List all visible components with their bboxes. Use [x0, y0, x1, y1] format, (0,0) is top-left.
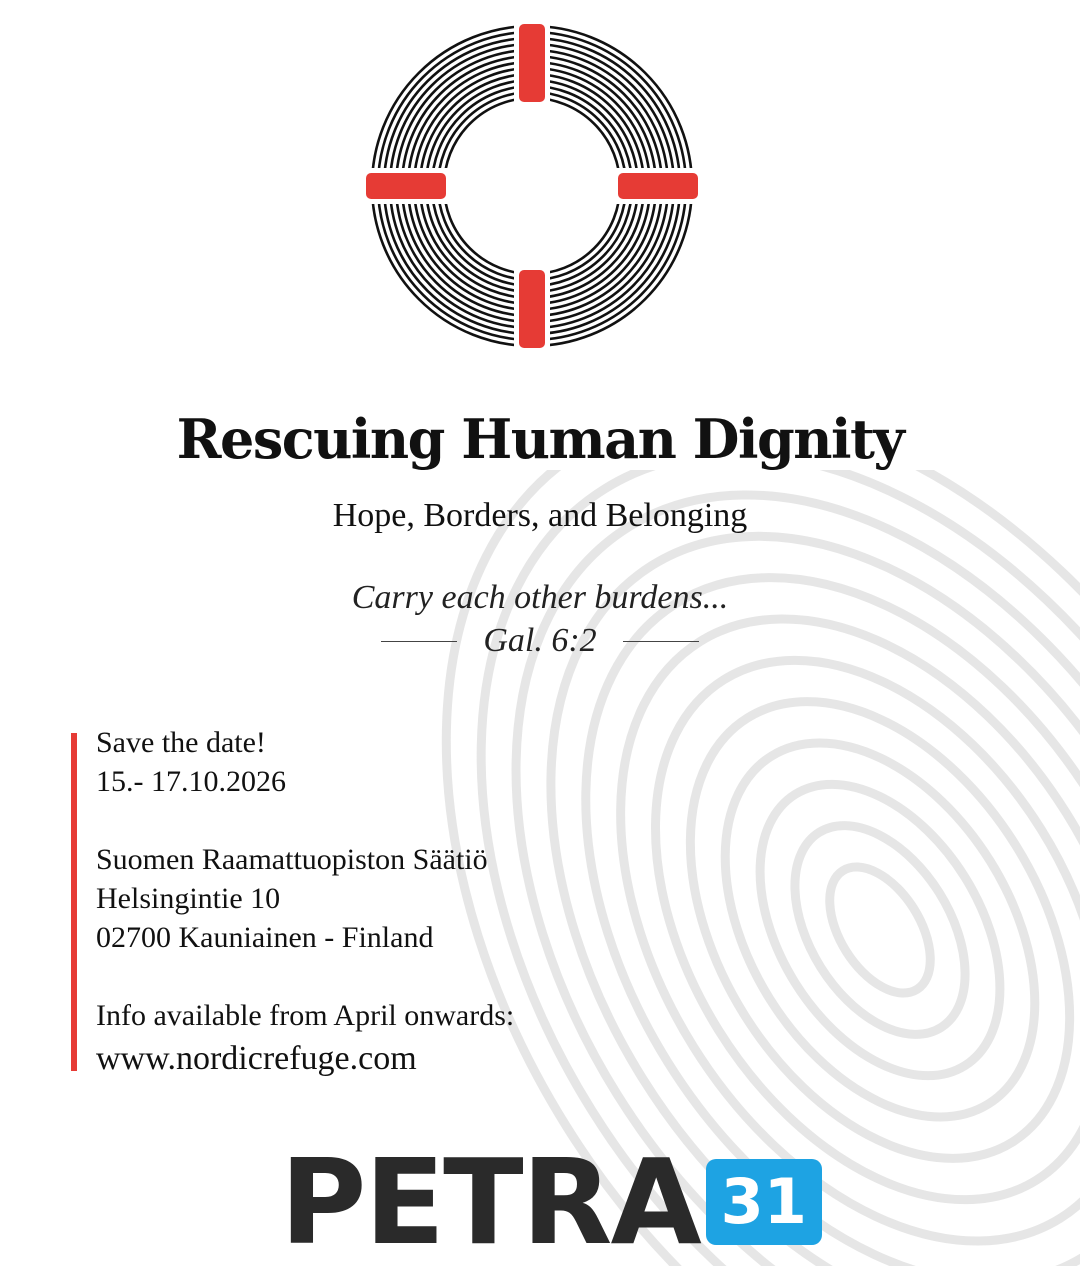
life-buoy-fingerprint-icon — [360, 20, 704, 352]
venue-city: 02700 Kauniainen - Finland — [96, 921, 434, 954]
brand-wordmark: PETRA — [280, 1133, 700, 1266]
accent-bar — [71, 733, 77, 1071]
petra31-logo — [280, 1133, 822, 1266]
event-dates: 15.- 17.10.2026 — [96, 765, 286, 798]
event-details — [96, 723, 696, 1081]
save-the-date: Save the date! — [96, 726, 266, 759]
venue-name: Suomen Raamattuopiston Säätiö — [96, 843, 488, 876]
brand-number-badge: 31 — [706, 1159, 822, 1245]
bible-verse: Carry each other burdens... — [351, 579, 729, 616]
venue-street: Helsingintie 10 — [96, 882, 281, 915]
info-note: Info available from April onwards: — [96, 999, 515, 1032]
event-subtitle: Hope, Borders, and Belonging — [332, 497, 748, 534]
verse-reference: Gal. 6:2 — [483, 622, 597, 659]
event-title: Rescuing Human Dignity — [176, 407, 904, 471]
website-link[interactable]: www.nordicrefuge.com — [96, 1040, 417, 1077]
divider-left — [381, 641, 457, 642]
verse-reference-row — [0, 620, 1080, 662]
divider-right — [623, 641, 699, 642]
